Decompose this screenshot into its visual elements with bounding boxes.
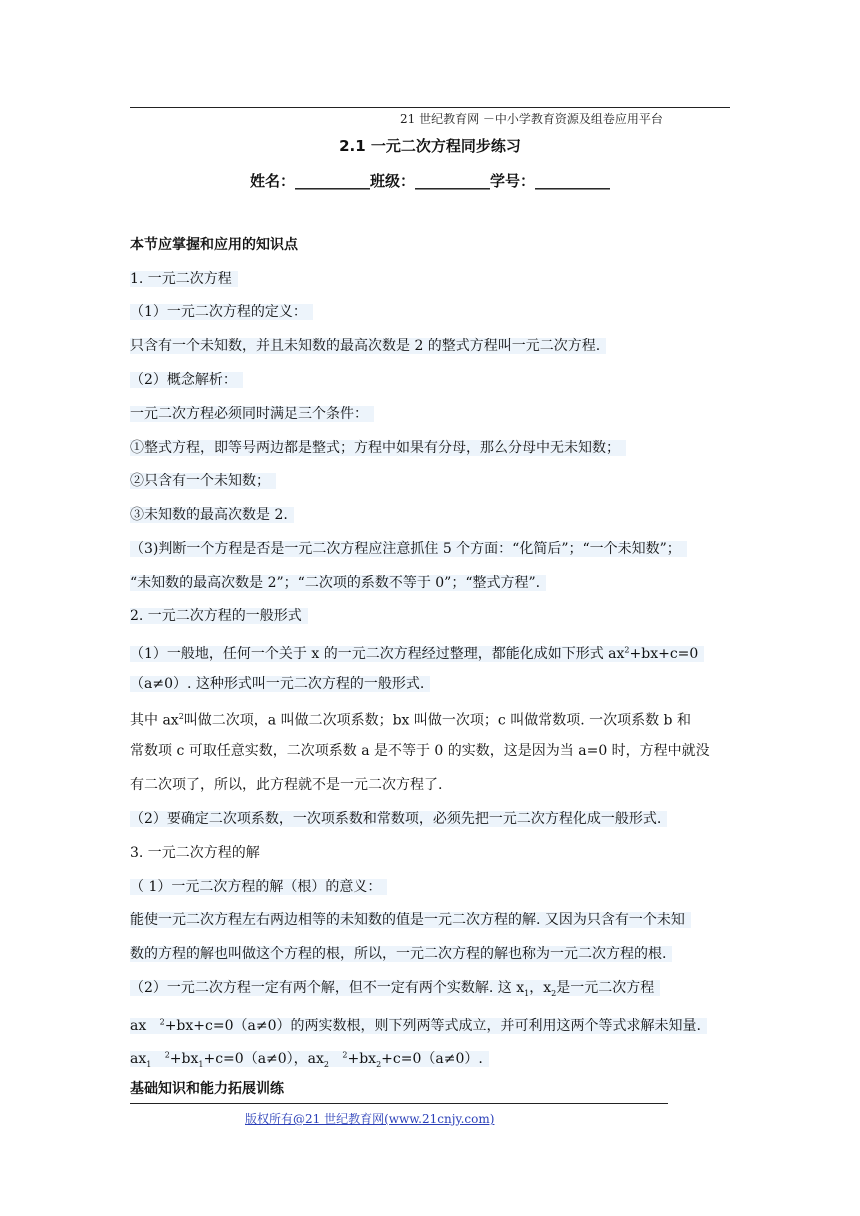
header-text: 21 世纪教育网 －中小学教育资源及组卷应用平台: [400, 112, 663, 126]
section-2-sub-2: （2）要确定二次项系数，一次项系数和常数项，必须先把一元二次方程化成一般形式.: [130, 808, 667, 830]
section-3-sub-2-line-2: ax $^2$+bx+c=0（a≠0）的两实数根，则下列两等式成立，并可利用这两个等式求解未知量.: [130, 1011, 707, 1037]
section-3-sub-2-line-1: （2）一元二次方程一定有两个解，但不一定有两个实数解. 这 $x_1$，$x_2$是一元二次方程: [130, 977, 660, 1005]
section-1-heading: 1. 一元二次方程: [130, 268, 238, 290]
student-info-line: 姓名：__________班级：__________学号：__________: [249, 172, 610, 190]
section-1-sub-1: （1）一元二次方程的定义：: [130, 301, 313, 323]
footer-copyright-link[interactable]: 版权所有@21 世纪教育网(www.21cnjy.com): [245, 1112, 495, 1126]
section-1-condition-1: ①整式方程，即等号两边都是整式；方程中如果有分母，那么分母中无未知数；: [130, 437, 626, 459]
header-rule: [130, 107, 730, 108]
section-2-explanation-line-3: 有二次项了，所以，此方程就不是一元二次方程了.: [130, 777, 443, 793]
section-1-condition-3: ③未知数的最高次数是 2.: [130, 504, 294, 526]
training-heading: 基础知识和能力拓展训练: [130, 1081, 284, 1097]
knowledge-heading: 本节应掌握和应用的知识点: [130, 237, 298, 253]
section-2-sub-1-line-2: （a≠0）. 这种形式叫一元二次方程的一般形式.: [130, 673, 430, 695]
section-3-explanation-line-2: 数的方程的解也叫做这个方程的根，所以，一元二次方程的解也称为一元二次方程的根.: [130, 943, 672, 965]
section-2-sub-1-line-1: （1）一般地，任何一个关于 x 的一元二次方程经过整理，都能化成如下形式 $ax^2+bx+c=0$: [130, 639, 704, 665]
section-2-explanation-line-2: 常数项 c 可取任意实数，二次项系数 a 是不等于 0 的实数，这是因为当 a=0 时，方程中就没: [130, 743, 710, 759]
section-3-sub-2-line-3: $ax_1$ $^2+bx_1+c=0(a\ne 0)$，$ax_2$ $^2+bx_2+c=0(a\ne 0)$.: [130, 1044, 489, 1075]
section-3-explanation-line-1: 能使一元二次方程左右两边相等的未知数的值是一元二次方程的解. 又因为只含有一个未知: [130, 909, 691, 931]
section-1-definition: 只含有一个未知数，并且未知数的最高次数是 2 的整式方程叫一元二次方程.: [130, 335, 606, 357]
section-2-explanation-line-1: 其中 $ax^2$叫做二次项，a 叫做二次项系数；bx 叫做一次项；c 叫做常数项. 一次项系数 b 和: [130, 712, 691, 729]
footer-rule: [130, 1103, 668, 1104]
section-3-sub-1: （ 1）一元二次方程的解（根）的意义：: [130, 876, 387, 898]
section-1-sub-3-line-2: “未知数的最高次数是 2”；“二次项的系数不等于 0”；“整式方程”.: [130, 572, 546, 594]
section-1-sub-2: （2）概念解析：: [130, 369, 243, 391]
section-1-sub-3-line-1: （3)判断一个方程是否是一元二次方程应注意抓住 5 个方面：“化简后”；“一个未知数”；: [130, 538, 687, 560]
section-1-conditions-intro: 一元二次方程必须同时满足三个条件：: [130, 403, 374, 425]
section-2-heading: 2. 一元二次方程的一般形式: [130, 605, 308, 627]
document-title: 2.1 一元二次方程同步练习: [339, 137, 521, 155]
section-3-heading: 3. 一元二次方程的解: [130, 845, 260, 861]
section-1-condition-2: ②只含有一个未知数；: [130, 470, 276, 492]
